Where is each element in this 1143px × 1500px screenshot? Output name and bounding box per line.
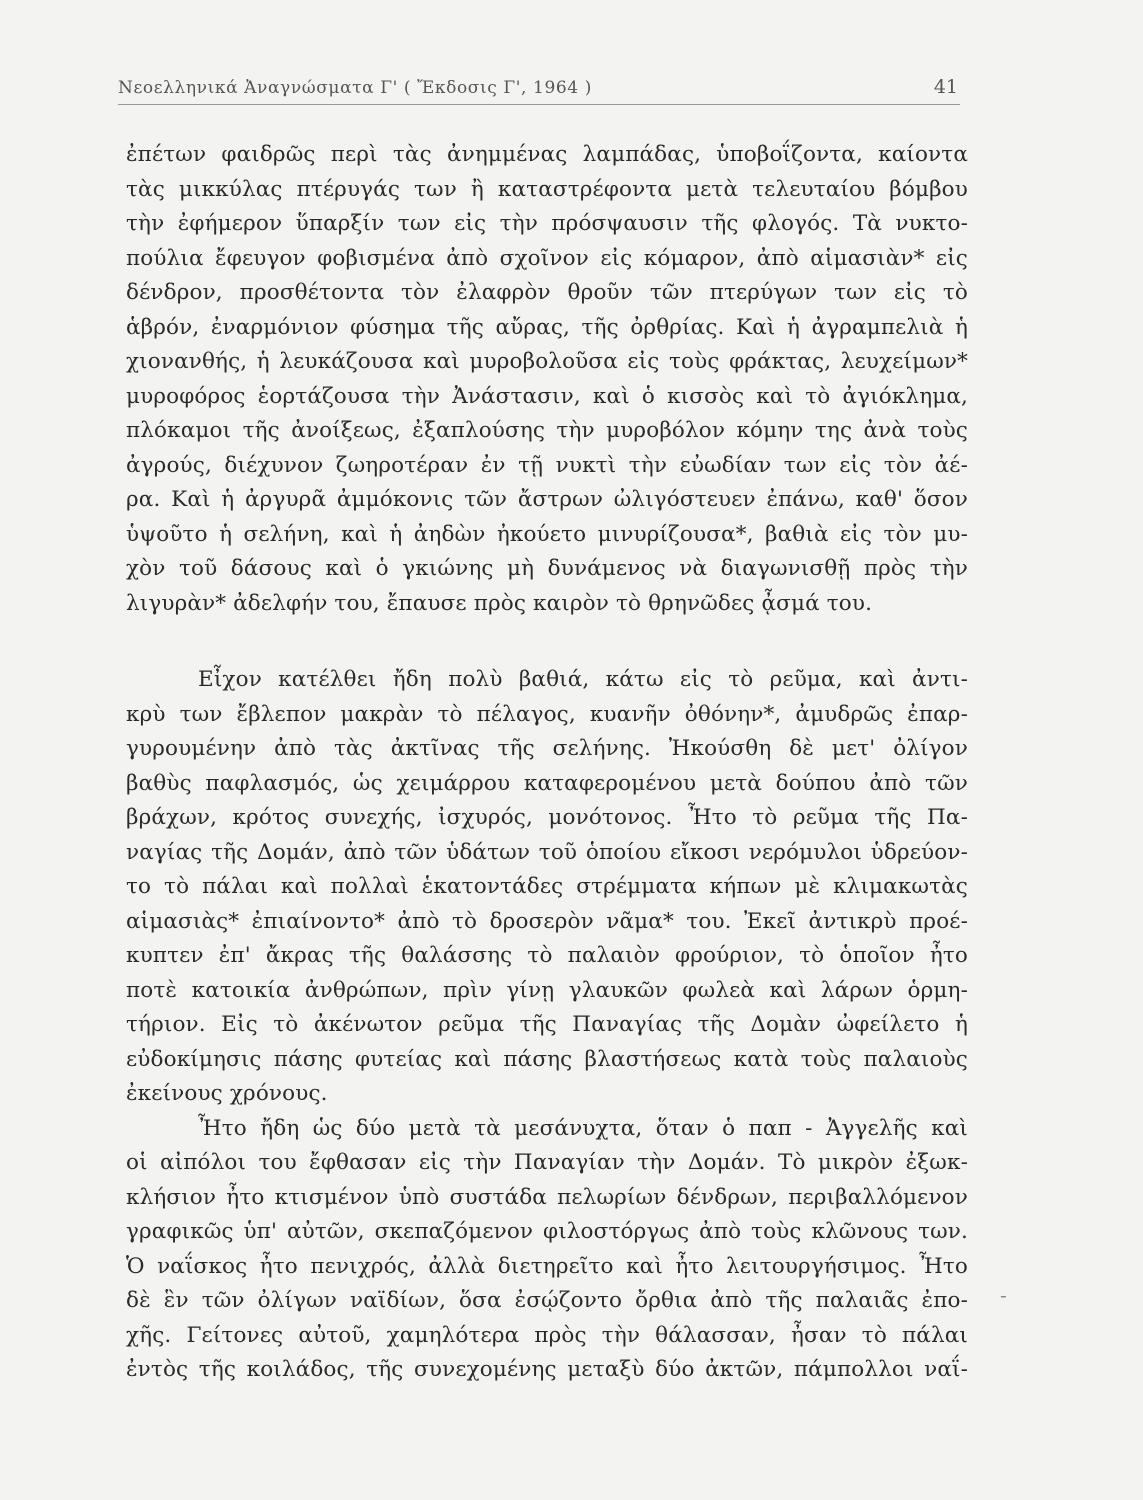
text-line: τήριον. Εἰς τὸ ἀκένωτον ρεῦμα τῆς Παναγίας τῆς Δομὰν ὠφείλετο ἡ xyxy=(126,1012,968,1037)
paragraph-2 xyxy=(126,663,968,1112)
text-line: πλόκαμοι τῆς ἀνοίξεως, ἐξαπλούσης τὴν μυροβόλον κόμην της ἀνὰ τοὺς xyxy=(126,418,968,443)
text-line: δὲ ἓν τῶν ὀλίγων ναϊδίων, ὅσα ἐσῴζοντο ὄρθια ἀπὸ τῆς παλαιᾶς ἐπο- xyxy=(126,1288,968,1313)
text-line: ἐπέτων φαιδρῶς περὶ τὰς ἀνημμένας λαμπάδας, ὑποβοΐζοντα, καίοντα xyxy=(126,142,968,167)
text-line: τὴν ἐφήμερον ὕπαρξίν των εἰς τὴν πρόσψαυσιν τῆς φλογός. Τὰ νυκτο- xyxy=(126,211,968,236)
running-title: Νεοελληνικά Ἀναγνώσματα Γ' ( Ἔκδοσις Γ', 1964 ) xyxy=(118,78,592,98)
text-line: το τὸ πάλαι καὶ πολλαὶ ἑκατοντάδες στρέμματα κήπων μὲ κλιμακωτὰς xyxy=(126,874,968,899)
text-line: κρὺ των ἔβλεπον μακρὰν τὸ πέλαγος, κυανῆν ὀθόνην*, ἀμυδρῶς ἐπαρ- xyxy=(126,701,968,727)
text-line: κλήσιον ἦτο κτισμένον ὑπὸ συστάδα πελωρίων δένδρων, περιβαλλόμενον xyxy=(126,1184,968,1210)
paragraph-3 xyxy=(126,1112,968,1388)
text-line: χιονανθής, ἡ λευκάζουσα καὶ μυροβολοῦσα εἰς τοὺς φράκτας, λευχείμων* xyxy=(126,349,968,374)
text-line: γυρουμένην ἀπὸ τὰς ἀκτῖνας τῆς σελήνης. Ἠκούσθη δὲ μετ' ὀλίγον xyxy=(126,736,968,761)
text-line: βαθὺς παφλασμός, ὡς χειμάρρου καταφερομένου μετὰ δούπου ἀπὸ τῶν xyxy=(126,770,968,796)
text-line: ποτὲ κατοικία ἀνθρώπων, πρὶν γίνῃ γλαυκῶν φωλεὰ καὶ λάρων ὁρμη- xyxy=(126,977,968,1003)
text-line: Ἦτο ἤδη ὡς δύο μετὰ τὰ μεσάνυχτα, ὅταν ὁ παπ - Ἀγγελῆς καὶ xyxy=(198,1115,968,1141)
text-line: ἁβρόν, ἐναρμόνιον φύσημα τῆς αὔρας, τῆς ὀρθρίας. Καὶ ἡ ἀγραμπελιὰ ἡ xyxy=(126,314,968,340)
text-line: ἀγρούς, διέχυνον ζωηροτέραν ἐν τῇ νυκτὶ τὴν εὐωδίαν των εἰς τὸν ἀέ- xyxy=(126,452,968,478)
text-line: μυροφόρος ἑορτάζουσα τὴν Ἀνάστασιν, καὶ ὁ κισσὸς καὶ τὸ ἀγιόκλημα, xyxy=(126,383,968,409)
text-line: πούλια ἔφευγον φοβισμένα ἀπὸ σχοῖνον εἰς κόμαρον, ἀπὸ αἱμασιὰν* εἰς xyxy=(126,245,968,271)
text-line: τὰς μικκύλας πτέρυγάς των ἢ καταστρέφοντα μετὰ τελευταίου βόμβου xyxy=(126,176,968,202)
running-header xyxy=(118,76,960,105)
text-line: κυπτεν ἐπ' ἄκρας τῆς θαλάσσης τὸ παλαιὸν φρούριον, τὸ ὁποῖον ἦτο xyxy=(126,943,968,968)
text-line: βράχων, κρότος συνεχής, ἰσχυρός, μονότονος. Ἦτο τὸ ρεῦμα τῆς Πα- xyxy=(126,805,968,830)
text-line: ἐκείνους χρόνους. xyxy=(126,1081,328,1106)
text-line: δένδρον, προσθέτοντα τὸν ἐλαφρὸν θροῦν τῶν πτερύγων των εἰς τὸ xyxy=(126,280,968,305)
text-line: γραφικῶς ὑπ' αὐτῶν, σκεπαζόμενον φιλοστόργως ἀπὸ τοὺς κλῶνους των. xyxy=(126,1219,968,1244)
margin-mark: - xyxy=(1000,1283,1007,1307)
page-number: 41 xyxy=(933,76,958,98)
text-line: λιγυρὰν* ἀδελφήν του, ἔπαυσε πρὸς καιρὸν τὸ θρηνῶδες ᾆσμά του. xyxy=(126,590,873,616)
text-line: εὐδοκίμησις πάσης φυτείας καὶ πάσης βλαστήσεως κατὰ τοὺς παλαιοὺς xyxy=(126,1046,968,1072)
text-line: ὑψοῦτο ἡ σελήνη, καὶ ἡ ἀηδὼν ἠκούετο μινυρίζουσα*, βαθιὰ εἰς τὸν μυ- xyxy=(126,521,968,547)
text-line: Εἶχον κατέλθει ἤδη πολὺ βαθιά, κάτω εἰς τὸ ρεῦμα, καὶ ἀντι- xyxy=(198,667,968,692)
text-line: οἱ αἰπόλοι του ἔφθασαν εἰς τὴν Παναγίαν τὴν Δομάν. Τὸ μικρὸν ἐξωκ- xyxy=(126,1150,968,1175)
text-line: ἐντὸς τῆς κοιλάδος, τῆς συνεχομένης μεταξὺ δύο ἀκτῶν, πάμπολλοι ναΐ- xyxy=(126,1357,968,1382)
text-line: χῆς. Γείτονες αὐτοῦ, χαμηλότερα πρὸς τὴν θάλασσαν, ἦσαν τὸ πάλαι xyxy=(126,1322,968,1348)
text-line: ναγίας τῆς Δομάν, ἀπὸ τῶν ὑδάτων τοῦ ὁποίου εἴκοσι νερόμυλοι ὑδρεύον- xyxy=(126,839,968,865)
text-line: αἱμασιὰς* ἐπιαίνοντο* ἀπὸ τὸ δροσερὸν νᾶμα* του. Ἐκεῖ ἀντικρὺ προέ- xyxy=(126,908,968,934)
text-line: χὸν τοῦ δάσους καὶ ὁ γκιώνης μὴ δυνάμενος νὰ διαγωνισθῇ πρὸς τὴν xyxy=(126,556,968,581)
text-line: ρα. Καὶ ἡ ἀργυρᾶ ἀμμόκονις τῶν ἄστρων ὠλιγόστευεν ἐπάνω, καθ' ὅσον xyxy=(126,487,968,512)
paragraph-1 xyxy=(126,138,968,621)
body-text xyxy=(126,138,968,1388)
text-line: Ὁ ναΐσκος ἦτο πενιχρός, ἀλλὰ διετηρεῖτο καὶ ἦτο λειτουργήσιμος. Ἦτο xyxy=(126,1253,968,1279)
